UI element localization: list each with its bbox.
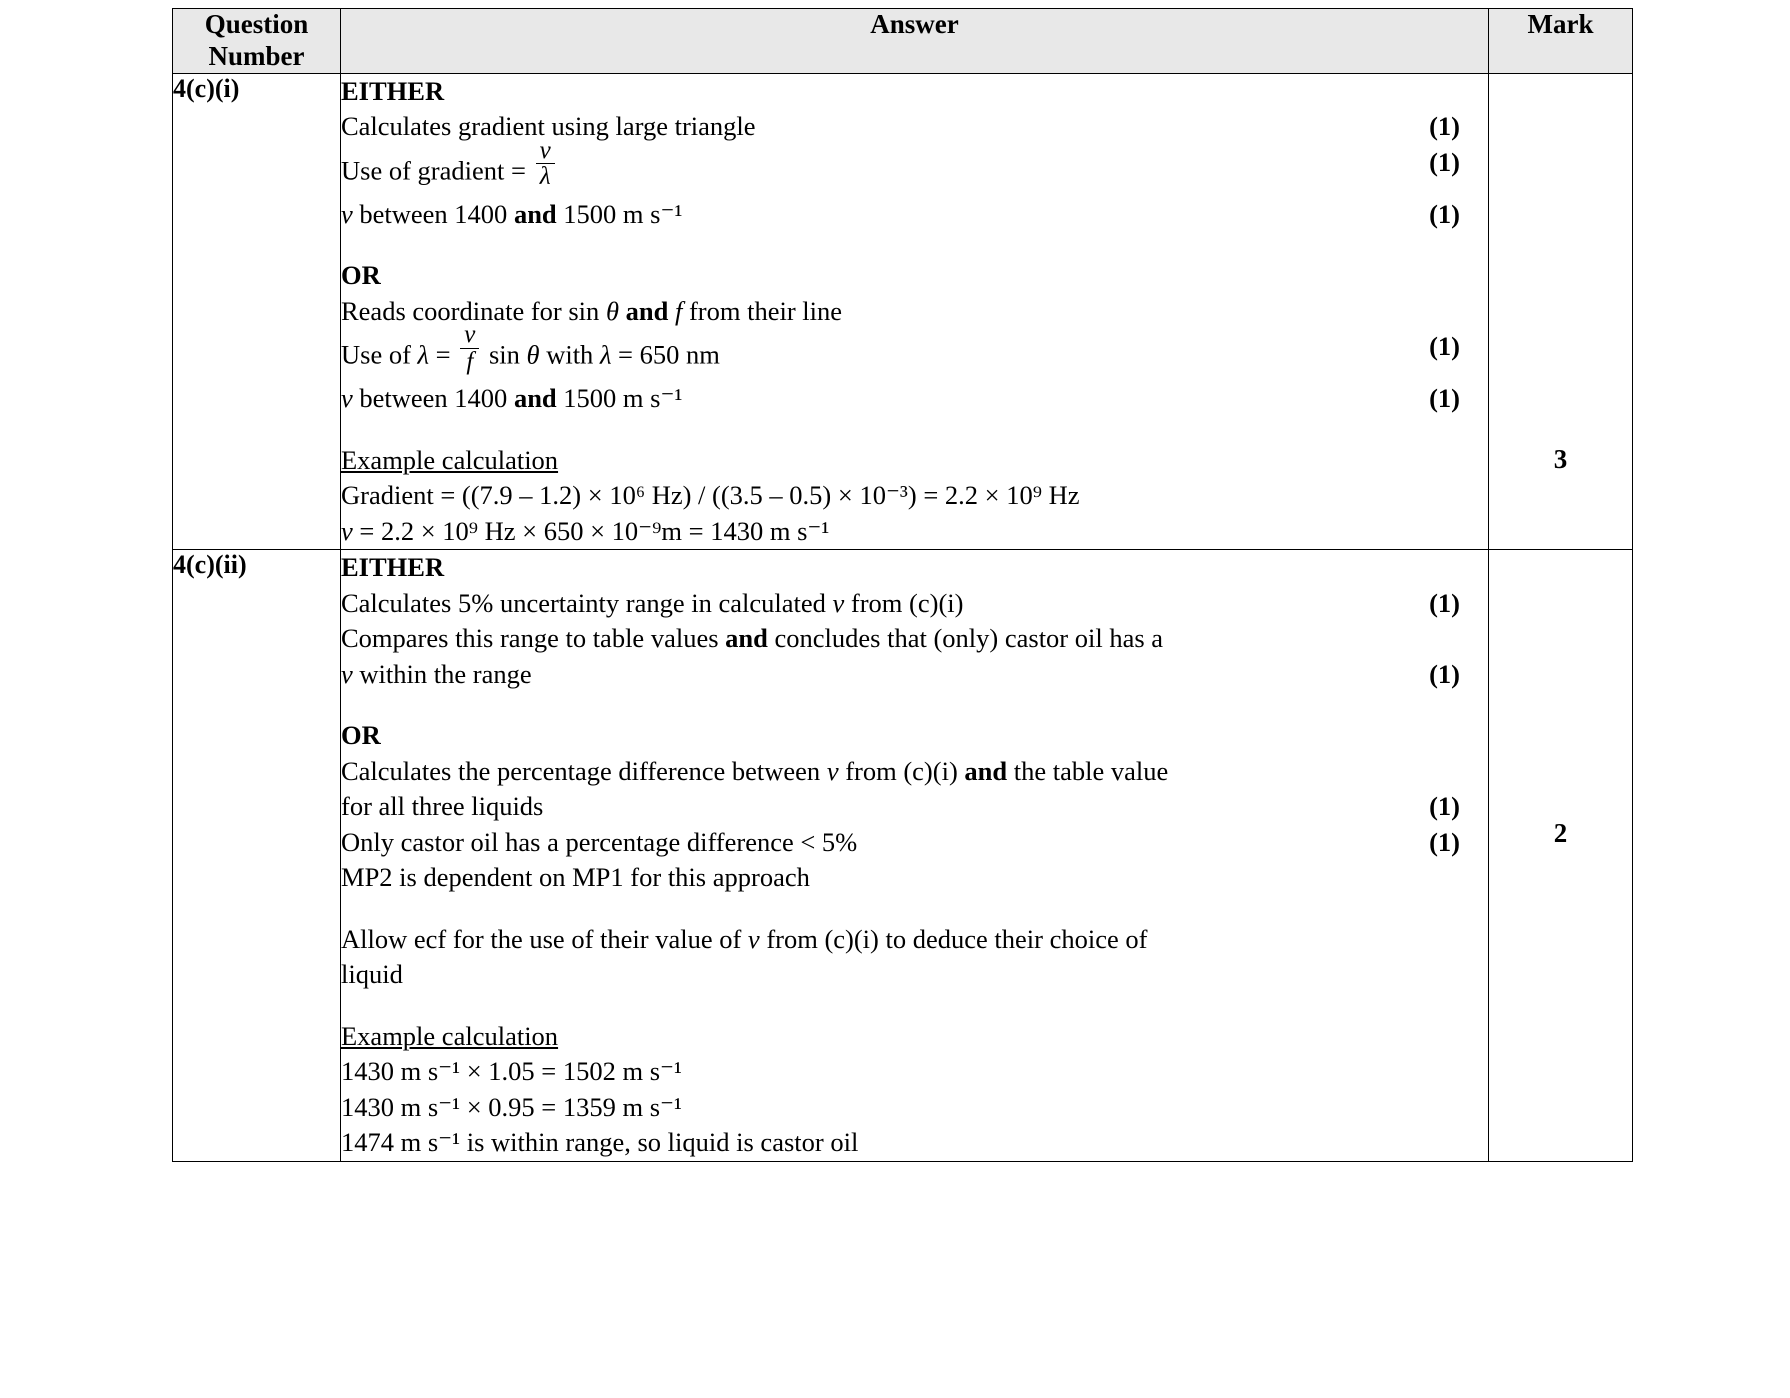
answer-text: 1430 m s⁻¹ × 0.95 = 1359 m s⁻¹ <box>341 1091 682 1122</box>
answer-line <box>341 381 1488 417</box>
answer-line <box>341 586 1488 622</box>
answer-text: v = 2.2 × 10⁹ Hz × 650 × 10⁻⁹m = 1430 m s⁻¹ <box>341 515 830 546</box>
answer-line <box>341 1125 1488 1161</box>
answer-line <box>341 258 1488 294</box>
answer-cell <box>341 550 1489 1162</box>
answer-line <box>341 74 1488 110</box>
answer-line <box>341 718 1488 754</box>
answer-text: Calculates the percentage difference between v from (c)(i) and the table value <box>341 755 1169 786</box>
answer-text: Gradient = ((7.9 – 1.2) × 10⁶ Hz) / ((3.5 – 0.5) × 10⁻³) = 2.2 × 10⁹ Hz <box>341 480 1080 511</box>
answer-line <box>341 657 1488 693</box>
answer-text: v between 1400 and 1500 m s⁻¹ <box>341 198 683 229</box>
answer-text: v between 1400 and 1500 m s⁻¹ <box>341 383 683 414</box>
answer-line-fraction <box>341 321 1488 381</box>
mark-point: (1) <box>1429 826 1460 857</box>
answer-subheading: Example calculation <box>341 1020 559 1051</box>
answer-line <box>341 1054 1488 1090</box>
fraction-v-over-f <box>460 322 479 374</box>
answer-line <box>341 550 1488 586</box>
fraction-numerator: v <box>539 136 551 164</box>
answer-line-fraction <box>341 136 1488 197</box>
answer-text-suffix: sin θ with λ = 650 nm <box>482 339 720 370</box>
answer-line <box>341 443 1488 479</box>
answer-line <box>341 621 1488 657</box>
answer-line <box>341 1019 1488 1055</box>
mark-point: (1) <box>1429 331 1460 362</box>
answer-text: for all three liquids <box>341 791 544 822</box>
answer-line <box>341 109 1488 145</box>
answer-line <box>341 957 1488 993</box>
answer-text: 1474 m s⁻¹ is within range, so liquid is castor oil <box>341 1127 859 1158</box>
answer-text: OR <box>341 260 381 291</box>
answer-text: EITHER <box>341 75 445 106</box>
column-header-answer: Answer <box>341 9 1489 74</box>
answer-line <box>341 825 1488 861</box>
mark-scheme-table <box>172 8 1633 1162</box>
answer-line <box>341 860 1488 896</box>
table-header-row <box>173 9 1633 74</box>
mark-point: (1) <box>1429 587 1460 618</box>
question-number-cell: 4(c)(i) <box>173 73 341 550</box>
answer-text: Only castor oil has a percentage difference < 5% <box>341 826 858 857</box>
answer-line <box>341 197 1488 233</box>
mark-point: (1) <box>1429 658 1460 689</box>
answer-text: liquid <box>341 959 403 990</box>
answer-line <box>341 478 1488 514</box>
mark-cell <box>1489 73 1633 550</box>
answer-text: EITHER <box>341 552 445 583</box>
table-row <box>173 73 1633 550</box>
vertical-spacer <box>341 232 1488 258</box>
answer-text: Calculates gradient using large triangle <box>341 111 756 142</box>
mark-point: (1) <box>1429 146 1460 177</box>
answer-line <box>341 514 1488 550</box>
answer-text: 1430 m s⁻¹ × 1.05 = 1502 m s⁻¹ <box>341 1056 682 1087</box>
mark-point: (1) <box>1429 111 1460 142</box>
answer-line <box>341 754 1488 790</box>
answer-text: Use of λ = <box>341 339 458 370</box>
fraction-v-over-lambda <box>536 138 555 190</box>
vertical-spacer <box>341 417 1488 443</box>
vertical-spacer <box>341 993 1488 1019</box>
answer-text: MP2 is dependent on MP1 for this approach <box>341 862 810 893</box>
answer-text: OR <box>341 720 381 751</box>
fraction-denominator: λ <box>536 163 555 190</box>
answer-text: Calculates 5% uncertainty range in calculated v from (c)(i) <box>341 587 964 618</box>
fraction-denominator: f <box>460 348 479 375</box>
answer-line <box>341 922 1488 958</box>
mark-value: 2 <box>1553 818 1568 849</box>
table-body <box>173 73 1633 1161</box>
answer-line <box>341 789 1488 825</box>
mark-point: (1) <box>1429 198 1460 229</box>
answer-line <box>341 294 1488 330</box>
table-header <box>173 9 1633 74</box>
answer-text: Allow ecf for the use of their value of v from (c)(i) to deduce their choice of <box>341 923 1148 954</box>
answer-text: Reads coordinate for sin θ and f from their line <box>341 295 843 326</box>
mark-cell <box>1489 550 1633 1162</box>
vertical-spacer <box>341 692 1488 718</box>
mark-value: 3 <box>1553 443 1568 474</box>
answer-text: Use of gradient = <box>341 155 533 186</box>
mark-point: (1) <box>1429 383 1460 414</box>
answer-subheading: Example calculation <box>341 444 559 475</box>
fraction-numerator: v <box>464 321 476 349</box>
table-row <box>173 550 1633 1162</box>
vertical-spacer <box>341 896 1488 922</box>
answer-text: Compares this range to table values and concludes that (only) castor oil has a <box>341 623 1164 654</box>
mark-point: (1) <box>1429 791 1460 822</box>
answer-cell <box>341 73 1489 550</box>
column-header-mark: Mark <box>1489 9 1633 74</box>
answer-line <box>341 1090 1488 1126</box>
answer-text: v within the range <box>341 658 532 689</box>
question-number-cell: 4(c)(ii) <box>173 550 341 1162</box>
column-header-question-number: Question Number <box>173 9 341 74</box>
